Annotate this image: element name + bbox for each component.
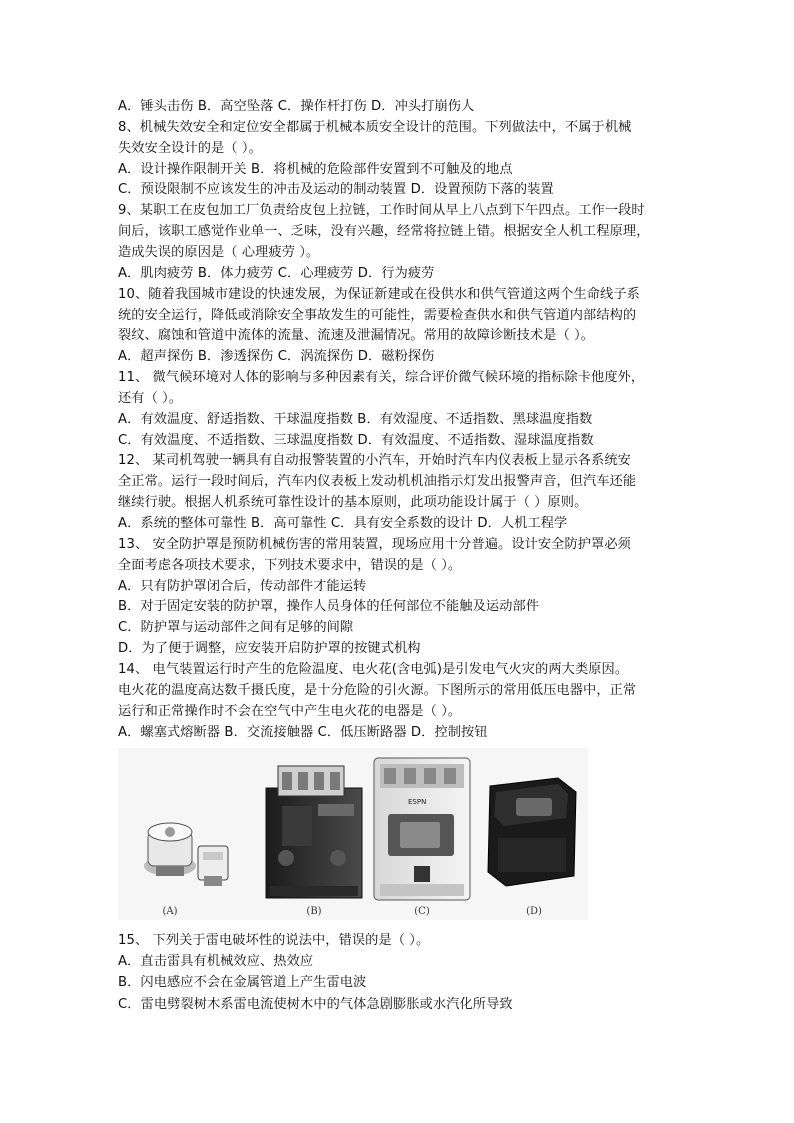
text-line: C．预设限制不应该发生的冲击及运动的制动装置 D．设置预防下落的装置 (118, 182, 554, 198)
text-line: 电火花的温度高达数千摄氏度，是十分危险的引火源。下图所示的常用低压电器中，正常 (118, 682, 637, 698)
caption-d: (D) (526, 906, 542, 917)
text-line: C．有效温度、不适指数、三球温度指数 D．有效温度、不适指数、湿球温度指数 (118, 432, 594, 448)
text-line: A．锤头击伤 B．高空坠落 C．操作杆打伤 D．冲头打崩伤人 (118, 99, 475, 114)
low-voltage-electrical-devices-figure (118, 748, 588, 920)
text-line: B．对于固定安装的防护罩，操作人员身体的任何部位不能触及运动部件 (118, 599, 540, 615)
text-line: A．螺塞式熔断器 B．交流接触器 C．低压断路器 D．控制按钮 (118, 724, 488, 740)
text-line: B．闪电感应不会在金属管道上产生雷电波 (118, 975, 367, 991)
text-line: 10、随着我国城市建设的快速发展，为保证新建或在役供水和供气管道这两个生命线子系 (118, 286, 640, 302)
text-line: C．雷电劈裂树木系雷电流使树木中的气体急剧膨胀或水汽化所导致 (118, 996, 513, 1012)
text-line: A．直击雷具有机械效应、热效应 (118, 954, 314, 970)
caption-a: (A) (162, 906, 178, 917)
control-button-illustration (488, 778, 576, 886)
device-brand-text: ESPN (408, 798, 427, 806)
text-line: 造成失误的原因是（ 心理疲劳 ）。 (118, 244, 320, 260)
text-line: 失效安全设计的是（ ）。 (118, 140, 262, 156)
caption-c: (C) (414, 906, 430, 917)
text-line: 8、机械失效安全和定位安全都属于机械本质安全设计的范围。下列做法中，不属于机械 (118, 119, 632, 135)
text-line: A．设计操作限制开关 B．将机械的危险部件安置到不可触及的地点 (118, 161, 513, 177)
circuit-breaker-illustration (374, 758, 470, 900)
text-line: 间后，该职工感觉作业单一、乏味，没有兴趣，经常将拉链上错。根据安全人机工程原理， (118, 224, 650, 240)
text-line: A．超声探伤 B．渗透探伤 C．涡流探伤 D．磁粉探伤 (118, 349, 435, 365)
text-line: 还有（ ）。 (118, 390, 183, 406)
text-line: 统的安全运行，降低或消除安全事故发生的可能性，需要检查供水和供气管道内部结构的 (118, 307, 637, 323)
text-line: 9、某职工在皮包加工厂负责给皮包上拉链，工作时间从早上八点到下午四点。工作一段时 (118, 203, 645, 219)
text-line: 15、 下列关于雷电破坏性的说法中，错误的是（ ）。 (118, 933, 430, 948)
text-line: A．有效温度、舒适指数、干球温度指数 B．有效湿度、不适指数、黑球温度指数 (118, 411, 593, 427)
text-line: 全面考虑各项技术要求，下列技术要求中，错误的是（ ）。 (118, 557, 462, 573)
text-line: 12、 某司机驾驶一辆具有自动报警装置的小汽车，开始时汽车内仪表板上显示各系统安 (118, 453, 631, 469)
text-line: A．只有防护罩闭合后，传动部件才能运转 (118, 578, 367, 594)
text-line: A．肌肉疲劳 B．体力疲劳 C．心理疲劳 D．行为疲劳 (118, 265, 435, 281)
text-line: 11、 微气候环境对人体的影响与多种因素有关，综合评价微气候环境的指标除卡他度外， (118, 370, 645, 386)
text-line: 裂纹、腐蚀和管道中流体的流量、流速及泄漏情况。常用的故障诊断技术是（ ）。 (118, 328, 595, 344)
text-line: D．为了便于调整，应安装开启防护罩的按键式机构 (118, 641, 421, 657)
text-line: C．防护罩与运动部件之间有足够的间隙 (118, 620, 354, 636)
text-line: 14、 电气装置运行时产生的危险温度、电火花(含电弧)是引发电气火灾的两大类原因。 (118, 661, 629, 677)
text-line: A．系统的整体可靠性 B．高可靠性 C．具有安全系数的设计 D．人机工程学 (118, 516, 568, 531)
text-line: 全正常。运行一段时间后，汽车内仪表板上发动机机油指示灯发出报警声音，但汽车还能 (118, 474, 637, 490)
text-line: 13、 安全防护罩是预防机械伤害的常用装置，现场应用十分普遍。设计安全防护罩必须 (118, 536, 631, 552)
caption-b: (B) (306, 906, 322, 917)
text-line: 运行和正常操作时不会在空气中产生电火花的电器是（ ）。 (118, 703, 462, 719)
text-line: 继续行驶。根据人机系统可靠性设计的基本原则，此项功能设计属于（ ）原则。 (118, 495, 588, 511)
